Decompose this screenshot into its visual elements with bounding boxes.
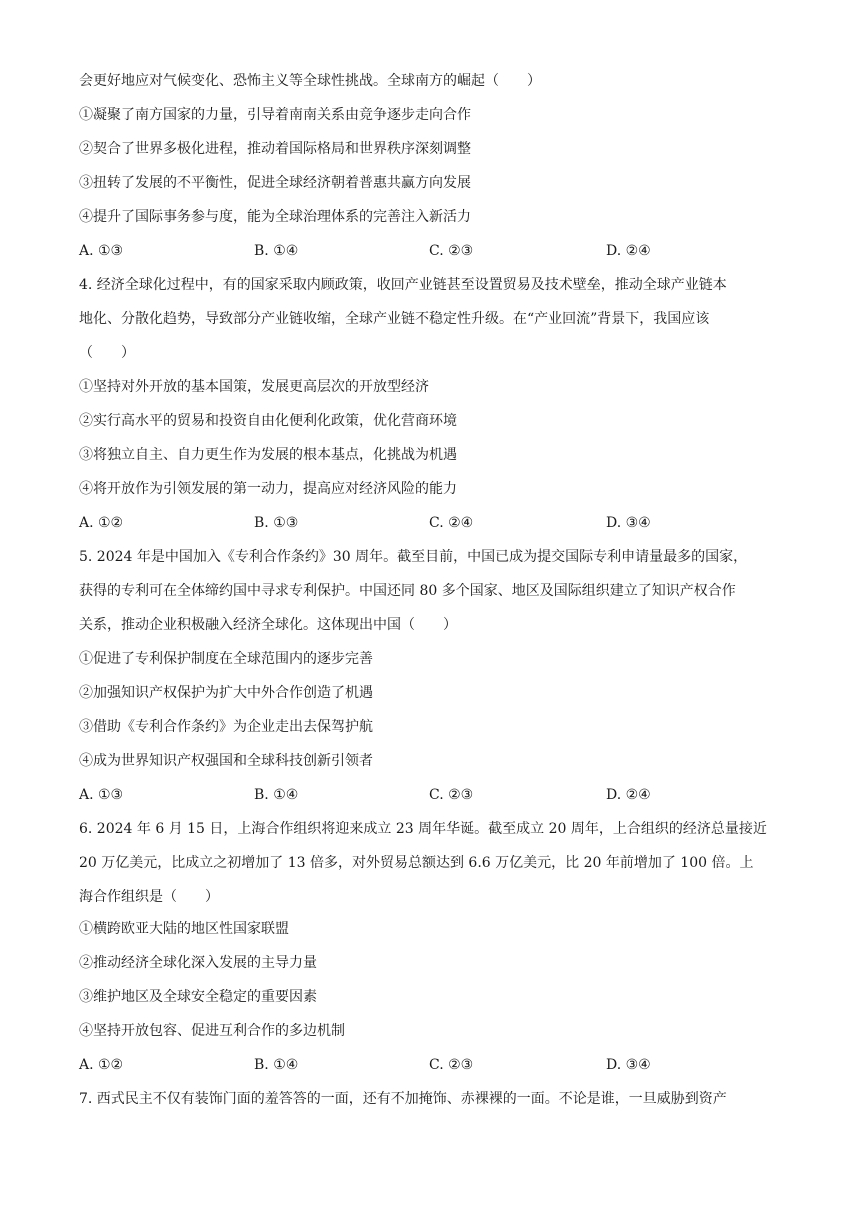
q3-item-3: ③扭转了发展的不平衡性，促进全球经济朝着普惠共赢方向发展: [79, 175, 471, 191]
q4-item-1: ①坚持对外开放的基本国策，发展更高层次的开放型经济: [79, 379, 429, 395]
q4-option-c: C. ②④: [429, 515, 474, 531]
q6-option-d: D. ③④: [606, 1057, 651, 1073]
q5-item-1: ①促进了专利保护制度在全球范围内的逐步完善: [79, 651, 373, 667]
q6-item-2: ②推动经济全球化深入发展的主导力量: [79, 955, 317, 971]
q3-option-a: A. ①③: [79, 243, 124, 259]
q6-option-a: A. ①②: [79, 1057, 124, 1073]
q7-stem-head: 7. 西式民主不仅有装饰门面的羞答答的一面，还有不加掩饰、赤裸裸的一面。不论是谁，一旦威胁到资产: [79, 1091, 727, 1107]
q4-stem-line-3: （ ）: [79, 345, 135, 361]
q4-item-3: ③将独立自主、自力更生作为发展的根本基点，化挑战为机遇: [79, 447, 457, 463]
q5-stem-line-1: 5. 2024 年是中国加入《专利合作条约》30 周年。截至目前，中国已成为提交国际专利申请量最多的国家，: [79, 549, 748, 565]
q5-option-b: B. ①④: [254, 787, 299, 803]
q5-stem-line-2: 获得的专利可在全体缔约国中寻求专利保护。中国还同 80 多个国家、地区及国际组织建立了知识产权合作: [79, 583, 736, 599]
q4-option-a: A. ①②: [79, 515, 124, 531]
q3-stem-tail: 会更好地应对气候变化、恐怖主义等全球性挑战。全球南方的崛起（ ）: [79, 73, 541, 89]
q3-option-b: B. ①④: [254, 243, 299, 259]
q6-item-3: ③维护地区及全球安全稳定的重要因素: [79, 989, 317, 1005]
q5-stem-line-3: 关系，推动企业积极融入经济全球化。这体现出中国（ ）: [79, 617, 457, 633]
q4-item-2: ②实行高水平的贸易和投资自由化便利化政策，优化营商环境: [79, 413, 457, 429]
q3-option-d: D. ②④: [606, 243, 651, 259]
q4-option-b: B. ①③: [254, 515, 299, 531]
q5-item-4: ④成为世界知识产权强国和全球科技创新引领者: [79, 753, 373, 769]
q5-option-a: A. ①③: [79, 787, 124, 803]
q5-item-3: ③借助《专利合作条约》为企业走出去保驾护航: [79, 719, 373, 735]
q6-item-4: ④坚持开放包容、促进互利合作的多边机制: [79, 1023, 345, 1039]
q4-item-4: ④将开放作为引领发展的第一动力，提高应对经济风险的能力: [79, 481, 457, 497]
q5-item-2: ②加强知识产权保护为扩大中外合作创造了机遇: [79, 685, 373, 701]
q4-option-d: D. ③④: [606, 515, 651, 531]
q5-option-c: C. ②③: [429, 787, 474, 803]
q3-item-2: ②契合了世界多极化进程，推动着国际格局和世界秩序深刻调整: [79, 141, 471, 157]
q3-item-1: ①凝聚了南方国家的力量，引导着南南关系由竞争逐步走向合作: [79, 107, 471, 123]
q5-option-d: D. ②④: [606, 787, 651, 803]
q6-stem-line-2: 20 万亿美元，比成立之初增加了 13 倍多，对外贸易总额达到 6.6 万亿美元，比 20 年前增加了 100 倍。上: [79, 855, 754, 871]
q4-stem-line-2: 地化、分散化趋势，导致部分产业链收缩，全球产业链不稳定性升级。在“产业回流”背景下，我国应该: [79, 311, 710, 327]
q6-option-b: B. ①④: [254, 1057, 299, 1073]
q6-stem-line-1: 6. 2024 年 6 月 15 日，上海合作组织将迎来成立 23 周年华诞。截至成立 20 周年，上合组织的经济总量接近: [79, 821, 767, 837]
q6-stem-line-3: 海合作组织是（ ）: [79, 889, 219, 905]
q6-option-c: C. ②③: [429, 1057, 474, 1073]
q3-item-4: ④提升了国际事务参与度，能为全球治理体系的完善注入新活力: [79, 209, 471, 225]
q6-item-1: ①横跨欧亚大陆的地区性国家联盟: [79, 921, 289, 937]
q4-stem-line-1: 4. 经济全球化过程中，有的国家采取内顾政策，收回产业链甚至设置贸易及技术壁垒，推动全球产业链本: [79, 277, 727, 293]
q3-option-c: C. ②③: [429, 243, 474, 259]
